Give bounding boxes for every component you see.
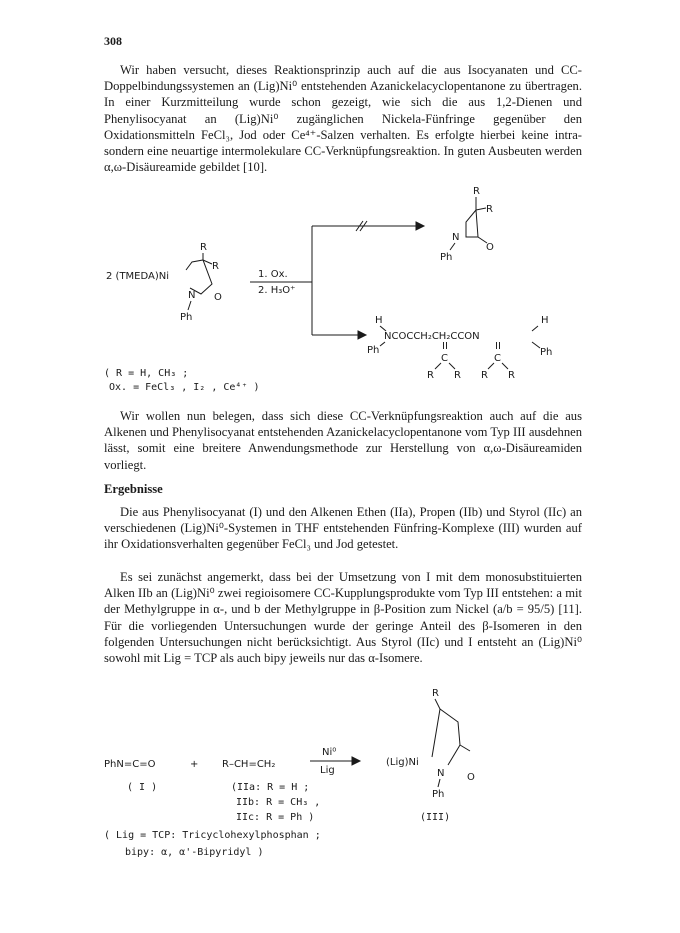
scheme1-product-ph-right: Ph bbox=[540, 347, 553, 358]
scheme1-reactant-r2: R bbox=[212, 261, 219, 272]
scheme1-product-bond-h-right bbox=[532, 326, 538, 331]
scheme2-reagent-top: Ni⁰ bbox=[322, 747, 337, 758]
scheme1-step2: 2. H₃O⁺ bbox=[258, 285, 296, 296]
scheme1-product-bond-r1 bbox=[435, 363, 441, 369]
scheme2-plus: + bbox=[190, 759, 199, 770]
scheme1-top-bond2 bbox=[476, 208, 486, 210]
scheme1-product-h-right: H bbox=[541, 315, 549, 326]
scheme1-top-nph bbox=[450, 243, 455, 250]
scheme1-reactant-o: O bbox=[214, 292, 222, 303]
page-number: 308 bbox=[104, 34, 122, 48]
paragraph-results-2: Es sei zunächst angemerkt, dass bei der Umsetzung von I mit dem monosubstituierten Alken IIb an (Lig)Ni⁰ zwei regioisomere CC-Kupplungsprodukte vom Typ III entstehen: a mit der Methylgruppe in α-, und b der Methylgruppe in β-Position zum Nickel (a/b = 95/5) [11]. Für die vorliegenden Untersuchungen wurde der geringe Anteil des β-Isomeren in den folgenden Untersuchungen nicht berücksichtigt. Aus Styrol (IIc) und I entsteht an (Lig)Ni⁰ sowohl mit Lig = TCP als auch bipy jeweils nur das α-Isomere. bbox=[104, 570, 582, 666]
scheme2-reagent-bottom: Lig bbox=[320, 765, 335, 776]
scheme1-top-ph: Ph bbox=[440, 252, 453, 263]
scheme2-label-IIb: IIb: R = CH₃ , bbox=[236, 797, 321, 808]
scheme2-product-ni: (Lig)Ni bbox=[386, 757, 419, 768]
scheme1-product-r4: R bbox=[508, 370, 515, 381]
scheme1-product-r1: R bbox=[427, 370, 434, 381]
scheme1-reactant-nph bbox=[188, 301, 191, 310]
scheme2-arrowhead bbox=[352, 757, 360, 765]
scheme2-product-ring bbox=[432, 709, 460, 765]
scheme1-product-bond-r2 bbox=[449, 363, 455, 369]
scheme1-product-bond-ph-left bbox=[380, 342, 385, 346]
scheme2-product-nph bbox=[438, 779, 440, 787]
paragraph-intro: Wir haben versucht, dieses Reaktionsprinzip auch auf die aus Isocyanaten und CC-Doppelbindungssystemen an (Lig)Ni⁰ entstehenden Azanickelacyclopentanone zu übertragen. In einer Kurzmitteilung wurde schon gezeigt, wie sich die aus 1,2-Dienen und Phenylisocyanat an (Lig)Ni⁰ zugänglichen Nickela-Fünfringe gegenüber den Oxidationsmitteln FeCl₃, Jod oder Ce⁴⁺-Salzen verhalten. Es erfolgte hierbei keine intra- sondern eine neuartige intermolekulare CC-Verknüpfungsreaktion. In guten Ausbeuten werden α,ω-Disäureamide gebildet [10]. bbox=[104, 63, 582, 175]
scheme1-note-line2: Ox. = FeCl₃ , I₂ , Ce⁴⁺ ) bbox=[109, 382, 260, 393]
reaction-scheme-2 bbox=[0, 685, 680, 860]
scheme1-note-line1: ( R = H, CH₃ ; bbox=[104, 368, 189, 379]
scheme2-label-IIc: IIc: R = Ph ) bbox=[236, 812, 315, 823]
scheme2-product-r: R bbox=[432, 688, 439, 699]
paragraph-claim: Wir wollen nun belegen, dass sich diese CC-Verknüpfungsreaktion auch auf die aus Alkenen und Phenylisocyanat entstehenden Azanickelacyclopentanone vom Typ III ausdehnen lässt, somit eine breitere Anwendungsmethode zur Herstellung von α,ω-Disäureamiden vorliegt. bbox=[104, 409, 582, 472]
scheme2-product-n: N bbox=[437, 768, 445, 779]
scheme1-product-r2: R bbox=[454, 370, 461, 381]
section-heading: Ergebnisse bbox=[104, 482, 163, 496]
scheme2-product-bond-r bbox=[435, 699, 440, 709]
scheme1-arrowhead-top bbox=[416, 222, 424, 230]
scheme1-product-h-left: H bbox=[375, 315, 383, 326]
scheme2-alkene: R–CH=CH₂ bbox=[222, 759, 276, 770]
scheme1-product-c-left: C bbox=[441, 353, 448, 364]
scheme2-product-o: O bbox=[467, 772, 475, 783]
reaction-scheme-1 bbox=[0, 180, 680, 410]
scheme1-reactant-ring bbox=[186, 260, 212, 294]
paragraph-results-1: Die aus Phenylisocyanat (I) und den Alkenen Ethen (IIa), Propen (IIb) und Styrol (IIc) an verschiedenen (Lig)Ni⁰-Systemen in THF entstehenden Fünfring-Komplexe (III) wurden auf ihr Oxidationsverhalten gegenüber FeCl₃ und Jod getestet. bbox=[104, 505, 582, 552]
scheme1-top-n: N bbox=[452, 232, 460, 243]
scheme1-product-ph-left: Ph bbox=[367, 345, 380, 356]
scheme1-reactant-ni: 2 (TMEDA)Ni bbox=[106, 271, 170, 282]
scheme1-reactant-n: N bbox=[188, 290, 196, 301]
scheme1-top-r1: R bbox=[473, 186, 480, 197]
scheme1-step1: 1. Ox. bbox=[258, 269, 288, 280]
scheme2-product-ph: Ph bbox=[432, 789, 445, 800]
footnote-ligand-line2: bipy: α, α'-Bipyridyl ) bbox=[125, 847, 264, 858]
scheme1-top-r2: R bbox=[486, 204, 493, 215]
scheme2-product-co bbox=[460, 745, 470, 751]
scheme2-isocyanate: PhN=C=O bbox=[104, 759, 156, 770]
scheme2-label-I: ( I ) bbox=[127, 782, 158, 793]
scheme1-product-bond-r4 bbox=[502, 363, 508, 369]
scheme1-reactant-r: R bbox=[200, 242, 207, 253]
scheme1-arrowhead-bottom bbox=[358, 331, 366, 339]
scheme1-product-bond-ph-right bbox=[532, 342, 540, 348]
scheme1-product-db-right: II bbox=[495, 341, 501, 352]
scheme1-product-r3: R bbox=[481, 370, 488, 381]
scheme1-product-c-right: C bbox=[494, 353, 501, 364]
scheme1-product-chain: NCOCCH₂CH₂CCON bbox=[384, 331, 480, 342]
scheme2-label-III: (III) bbox=[420, 812, 451, 823]
scheme1-product-db-left: II bbox=[442, 341, 448, 352]
scheme1-top-ring bbox=[466, 210, 478, 237]
scheme2-label-IIa: (IIa: R = H ; bbox=[231, 782, 310, 793]
scheme1-top-o: O bbox=[486, 242, 494, 253]
footnote-ligand-line1: ( Lig = TCP: Tricyclohexylphosphan ; bbox=[104, 830, 321, 841]
scheme1-reactant-ph: Ph bbox=[180, 312, 193, 323]
scheme1-product-bond-r3 bbox=[488, 363, 494, 369]
